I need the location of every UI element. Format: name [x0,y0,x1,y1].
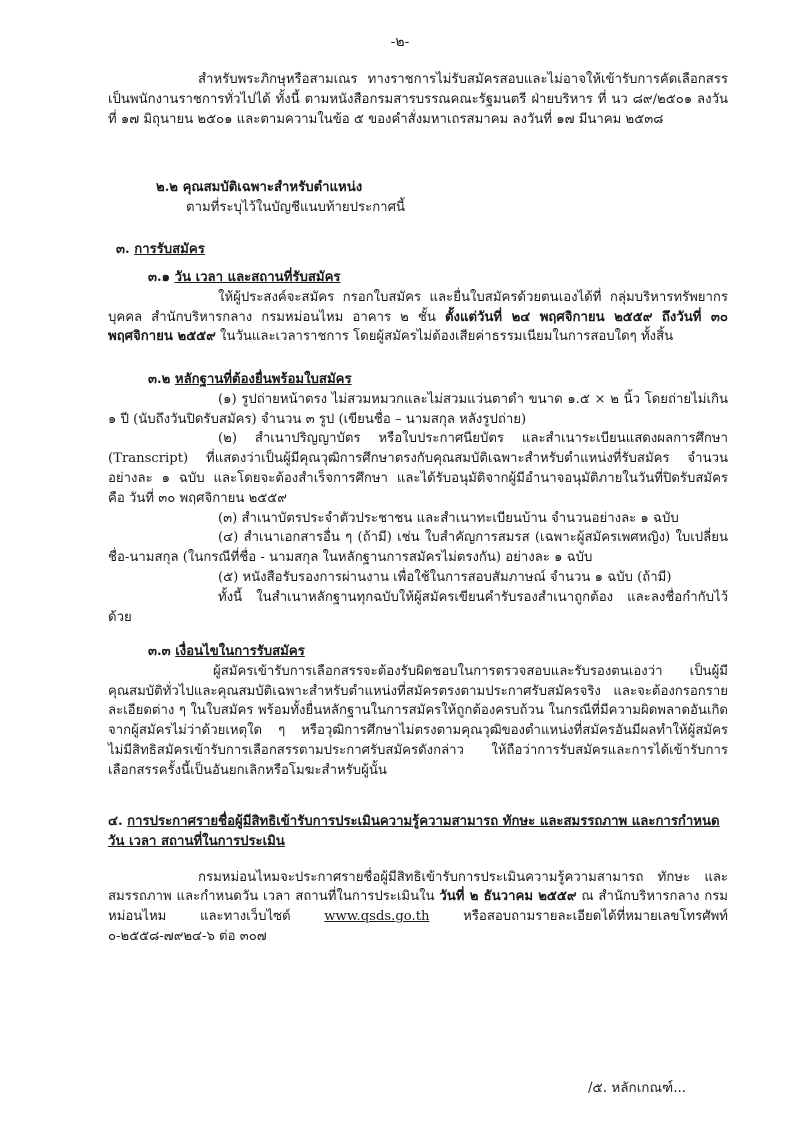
section-3-1-heading: วัน เวลา และสถานที่รับสมัคร [174,270,341,285]
section-3-3-text: ผู้สมัครเข้ารับการเลือกสรรจะต้องรับผิดชอบในการตรวจสอบและรับรองตนเองว่า เป็นผู้มีคุณสมบัติทั่วไปและคุณสมบัติเฉพาะสำหรับตำแหน่งที่สมัครตรงตามประกาศรับสมัครจริง และจะต้องกรอกรายละเอียดต่าง ๆ ในใบสมัคร พร้อมทั้งยื่นหลักฐานในการสมัครให้ถูกต้องครบถ้วน ในกรณีที่มีความผิดพลาดอันเกิดจากผู้สมัครไม่ว่าด้วยเหตุใด ๆ หรือวุฒิการศึกษาไม่ตรงตามคุณวุฒิของตำแหน่งที่สมัครอันมีผลทำให้ผู้สมัครไม่มีสิทธิสมัครเข้ารับการเลือกสรรตามประกาศรับสมัครดังกล่าว ให้ถือว่าการรับสมัครและการได้เข้ารับการเลือกสรรครั้งนี้เป็นอันยกเลิกหรือโมฆะสำหรับผู้นั้น [108,663,728,778]
section-4-text-a: กรมหม่อนไหมจะประกาศรายชื่อผู้มีสิทธิเข้ารับการประเมินความรู้ความสามารถ ทักษะ และสมรรถภาพ และกำหนดวัน เวลา สถานที่ในการประเมินใน [108,869,728,905]
doc-item-3: (๓) สำเนาบัตรประจำตัวประชาชน และสำเนาทะเบียนบ้าน จำนวนอย่างละ ๑ ฉบับ [218,510,679,526]
doc-note: ทั้งนี้ ในสำเนาหลักฐานทุกฉบับให้ผู้สมัครเขียนคำรับรองสำเนาถูกต้อง และลงชื่อกำกับไว้ด้วย [108,589,728,625]
section-3-3-heading: เงื่อนไขในการรับสมัคร [175,644,305,659]
doc-item-5: (๕) หนังสือรับรองการผ่านงาน เพื่อใช้ในการสอบสัมภาษณ์ จำนวน ๑ ฉบับ (ถ้ามี) [218,569,672,585]
section-3-2-heading: หลักฐานที่ต้องยื่นพร้อมใบสมัคร [174,372,352,387]
intro-text: สำหรับพระภิกษุหรือสามเณร ทางราชการไม่รับสมัครสอบและไม่อาจให้เข้ารับการคัดเลือกสรรเป็นพนักงานราชการทั่วไปได้ ทั้งนี้ ตามหนังสือกรมสารบรรณคณะรัฐมนตรี ฝ่ายบริหาร ที่ นว ๘๙/๒๕๐๑ ลงวันที่ ๑๗ มิถุนายน ๒๕๐๑ และตามความในข้อ ๕ ของคำสั่งมหาเถรสมาคม ลงวันที่ ๑๗ มีนาคม ๒๕๓๘ [108,72,728,127]
section-3-3 [108,642,728,781]
section-4-heading: การประกาศรายชื่อผู้มีสิทธิเข้ารับการประเมินความรู้ความสามารถ ทักษะ และสมรรถภาพ และการกำหนด วัน เวลา สถานที่ในการประเมิน [108,814,720,849]
section-3-heading-row [108,240,728,260]
section-3-2 [108,370,728,627]
section-3-number: ๓. [116,242,130,257]
doc-item-2: (๒) สำเนาปริญญาบัตร หรือใบประกาศนียบัตร และสำเนาระเบียนแสดงผลการศึกษา (Transcript) ที่แสดงว่าเป็นผู้มีคุณวุฒิการศึกษาตรงกับคุณสมบัติเฉพาะสำหรับตำแหน่งที่รับสมัคร จำนวนอย่างละ ๑ ฉบับ และโดยจะต้องสำเร็จการศึกษา และได้รับอนุมัติจากผู้มีอำนาจอนุมัติภายในวันที่ปิดรับสมัคร คือ วันที่ ๓๐ พฤศจิกายน ๒๕๕๙ [108,431,728,506]
section-3-1-text-a: ให้ผู้ประสงค์จะสมัคร กรอกใบสมัคร และยื่นใบสมัครด้วยตนเองได้ที่ กลุ่มบริหารทรัพยากรบุคคล สำนักบริหารกลาง กรมหม่อนไหม อาคาร ๒ ชั้น [108,289,728,325]
section-4-text-b: ณ สำนักบริหารกลาง กรมหม่อนไหม และทางเว็บไซต์ [108,889,728,925]
section-4-number: ๔. [108,814,123,829]
section-3-1-text-b: ในวันและเวลาราชการ โดยผู้สมัครไม่ต้องเสียค่าธรรมเนียมในการสอบใดๆ ทั้งสิ้น [220,329,674,345]
doc-item-1: (๑) รูปถ่ายหน้าตรง ไม่สวมหมวกและไม่สวมแว่นตาดำ ขนาด ๑.๕ × ๒ นิ้ว โดยถ่ายไม่เกิน ๑ ปี (นับถึงวันปิดรับสมัคร) จำนวน ๓ รูป (เขียนชื่อ – นามสกุล หลังรูปถ่าย) [108,391,728,427]
section-3-1-dates: ตั้งแต่วันที่ ๒๔ พฤศจิกายน ๒๕๕๙ ถึงวันที่ ๓๐ พฤศจิกายน ๒๕๕๙ [108,309,728,345]
doc-item-4: (๔) สำเนาเอกสารอื่น ๆ (ถ้ามี) เช่น ใบสำคัญการสมรส (เฉพาะผู้สมัครเพศหญิง) ใบเปลี่ยนชื่อ-นามสกุล (ในกรณีที่ชื่อ - นามสกุล ในหลักฐานการสมัครไม่ตรงกัน) อย่างละ ๑ ฉบับ [108,530,728,566]
section-2-2-heading: ๒.๒ คุณสมบัติเฉพาะสำหรับตำแหน่ง [156,180,363,195]
section-3-2-number: ๓.๒ [148,372,171,387]
section-4 [108,812,728,947]
section-3-3-number: ๓.๓ [148,644,171,659]
section-3-heading: การรับสมัคร [134,242,205,257]
section-4-text-c: หรือสอบถามรายละเอียดได้ที่หมายเลขโทรศัพท์ ๐-๒๕๕๘-๗๙๒๔-๖ ต่อ ๓๐๗ [108,909,728,944]
page-number: -๒- [390,34,410,50]
section-3-1 [108,268,728,347]
section-3-1-number: ๓.๑ [148,270,170,285]
section-2-2-text: ตามที่ระบุไว้ในบัญชีแนบท้ายประกาศนี้ [186,199,405,215]
section-3-1-text [108,288,728,347]
website-link[interactable]: www.qsds.go.th [324,909,430,925]
intro-paragraph [108,70,728,129]
next-page-marker: /๕. หลักเกณฑ์... [588,1080,687,1096]
section-4-text [108,868,728,947]
section-4-date: วันที่ ๒ ธันวาคม ๒๕๕๙ [439,889,577,905]
section-2-2 [108,178,728,218]
